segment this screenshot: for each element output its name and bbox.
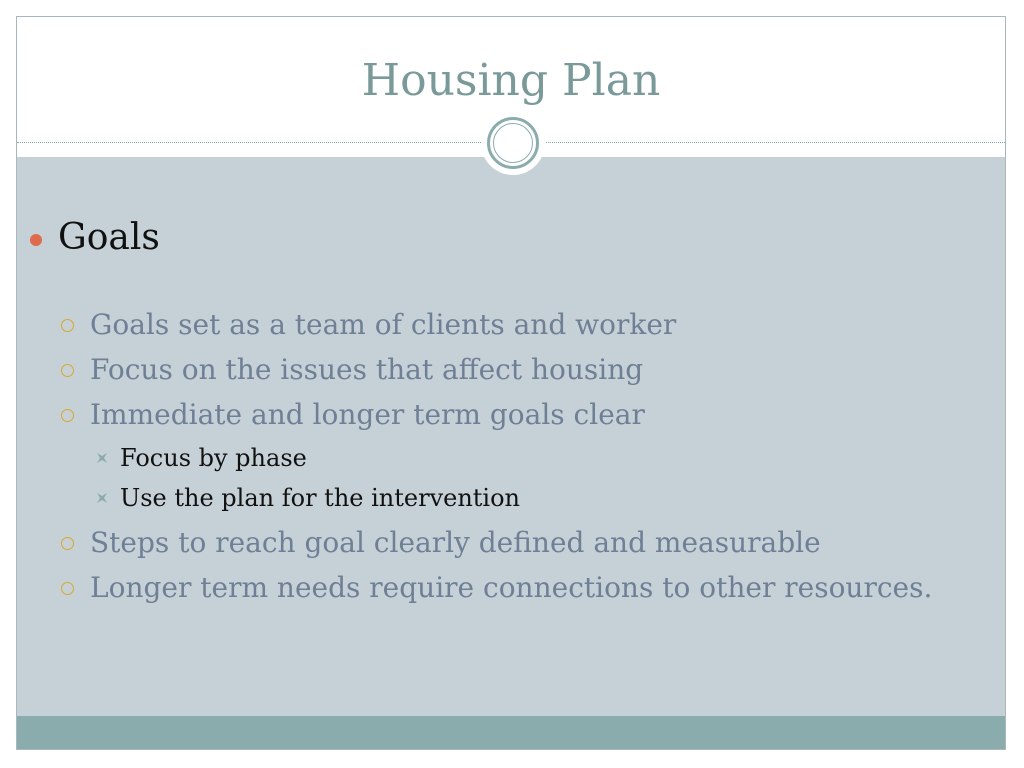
bullet-level3: Use the plan for the intervention <box>120 484 521 512</box>
hollow-circle-bullet-icon <box>61 537 74 550</box>
bullet-level2: Goals set as a team of clients and worker <box>90 308 677 341</box>
slide-title: Housing Plan <box>361 55 661 106</box>
star-bullet-icon <box>96 452 108 464</box>
hollow-circle-bullet-icon <box>61 319 74 332</box>
hollow-circle-bullet-icon <box>61 409 74 422</box>
bullet-dot-icon <box>30 234 42 246</box>
hollow-circle-bullet-icon <box>61 582 74 595</box>
bullet-level1: Goals <box>58 217 160 258</box>
bullet-level2: Steps to reach goal clearly defined and measurable <box>90 526 821 559</box>
bullet-level2: Immediate and longer term goals clear <box>90 398 645 431</box>
bullet-level2: Focus on the issues that affect housing <box>90 353 644 386</box>
star-bullet-icon <box>96 492 108 504</box>
bullet-level2: Longer term needs require connections to other resources. <box>90 571 933 604</box>
bullet-level3: Focus by phase <box>120 444 307 472</box>
hollow-circle-bullet-icon <box>61 364 74 377</box>
